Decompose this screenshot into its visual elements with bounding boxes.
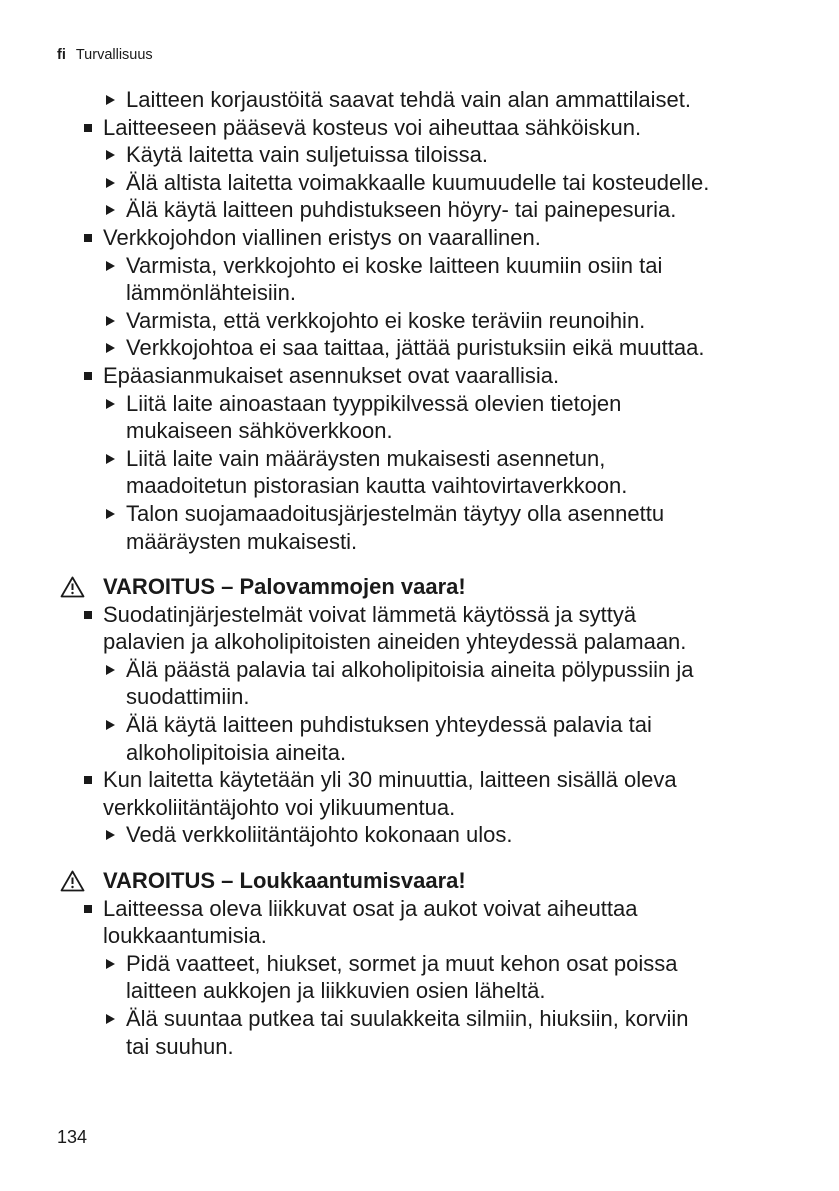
line-text: Verkkojohdon viallinen eristys on vaarallinen. — [103, 224, 541, 250]
instruction-line — [60, 500, 830, 528]
hazard-line — [60, 114, 830, 142]
instruction-line — [60, 950, 830, 978]
line-text: Talon suojamaadoitusjärjestelmän täytyy olla asennettu — [126, 500, 665, 526]
arrow-bullet-icon — [106, 399, 115, 409]
instruction-line — [60, 86, 830, 114]
instruction-line — [60, 683, 830, 711]
page-body — [60, 86, 830, 1060]
line-text: Laitteeseen pääsevä kosteus voi aiheuttaa sähköiskun. — [103, 114, 642, 140]
hazard-line — [60, 628, 830, 656]
arrow-bullet-icon — [106, 316, 115, 326]
warning-title — [60, 573, 830, 601]
section-spacer — [60, 555, 830, 573]
line-text: Älä käytä laitteen puhdistuksen yhteydessä palavia tai — [126, 712, 652, 738]
line-text: VAROITUS – Palovammojen vaara! — [103, 574, 466, 600]
warning-triangle-icon — [60, 576, 85, 598]
line-text: Varmista, verkkojohto ei koske laitteen kuumiin osiin tai — [126, 252, 663, 278]
warning-heading — [60, 867, 830, 895]
instruction-item — [60, 500, 830, 555]
instruction-item — [60, 307, 830, 335]
instruction-item — [60, 821, 830, 849]
square-bullet-icon — [84, 124, 92, 132]
arrow-bullet-icon — [106, 454, 115, 464]
line-text: Liitä laite vain määräysten mukaisesti asennetun, — [126, 445, 606, 471]
arrow-bullet-icon — [106, 509, 115, 519]
instruction-item — [60, 86, 830, 114]
instruction-line — [60, 141, 830, 169]
hazard-item — [60, 114, 830, 142]
hazard-item — [60, 766, 830, 821]
instruction-line — [60, 417, 830, 445]
line-text: Laitteessa oleva liikkuvat osat ja aukot voivat aiheuttaa — [103, 895, 638, 921]
instruction-line — [60, 739, 830, 767]
instruction-line — [60, 390, 830, 418]
square-bullet-icon — [84, 372, 92, 380]
instruction-item — [60, 656, 830, 711]
instruction-item — [60, 390, 830, 445]
instruction-line — [60, 656, 830, 684]
instruction-line — [60, 977, 830, 1005]
line-text: suodattimiin. — [126, 684, 250, 710]
arrow-bullet-icon — [106, 830, 115, 840]
hazard-line — [60, 362, 830, 390]
square-bullet-icon — [84, 776, 92, 784]
instruction-line — [60, 279, 830, 307]
line-text: Laitteen korjaustöitä saavat tehdä vain alan ammattilaiset. — [126, 87, 691, 112]
instruction-item — [60, 711, 830, 766]
line-text: Verkkojohtoa ei saa taittaa, jättää puristuksiin eikä muuttaa. — [126, 335, 705, 361]
instruction-item — [60, 169, 830, 197]
instruction-line — [60, 1033, 830, 1061]
line-text: Suodatinjärjestelmät voivat lämmetä käytössä ja syttyä — [103, 601, 637, 627]
square-bullet-icon — [84, 905, 92, 913]
arrow-bullet-icon — [106, 1014, 115, 1024]
line-text: laitteen aukkojen ja liikkuvien osien läheltä. — [126, 978, 546, 1004]
line-text: verkkoliitäntäjohto voi ylikuumentua. — [103, 794, 456, 820]
instruction-item — [60, 196, 830, 224]
arrow-bullet-icon — [106, 665, 115, 675]
arrow-bullet-icon — [106, 720, 115, 730]
line-text: maadoitetun pistorasian kautta vaihtovirtaverkkoon. — [126, 473, 628, 499]
line-text: loukkaantumisia. — [103, 923, 267, 949]
hazard-item — [60, 224, 830, 252]
line-text: Pidä vaatteet, hiukset, sormet ja muut kehon osat poissa — [126, 950, 678, 976]
line-text: Kun laitetta käytetään yli 30 minuuttia, laitteen sisällä oleva — [103, 767, 677, 793]
line-text: Älä suuntaa putkea tai suulakkeita silmiin, hiuksiin, korviin — [126, 1006, 689, 1031]
language-code: fi — [57, 47, 66, 63]
hazard-item — [60, 362, 830, 390]
hazard-line — [60, 601, 830, 629]
hazard-item — [60, 601, 830, 656]
line-text: palavien ja alkoholipitoisten aineiden yhteydessä palamaan. — [103, 629, 687, 655]
hazard-line — [60, 895, 830, 923]
line-text: Varmista, että verkkojohto ei koske teräviin reunoihin. — [126, 307, 646, 333]
warning-title — [60, 867, 830, 895]
section-spacer — [60, 849, 830, 867]
instruction-line — [60, 196, 830, 224]
instruction-item — [60, 334, 830, 362]
arrow-bullet-icon — [106, 150, 115, 160]
line-text: määräysten mukaisesti. — [126, 528, 358, 554]
instruction-line — [60, 1005, 830, 1033]
hazard-line — [60, 224, 830, 252]
instruction-line — [60, 528, 830, 556]
instruction-line — [60, 307, 830, 335]
instruction-line — [60, 169, 830, 197]
page-header — [57, 46, 153, 64]
instruction-line — [60, 711, 830, 739]
arrow-bullet-icon — [106, 959, 115, 969]
arrow-bullet-icon — [106, 205, 115, 215]
line-text: Älä käytä laitteen puhdistukseen höyry- tai painepesuria. — [126, 197, 677, 223]
instruction-line — [60, 334, 830, 362]
hazard-line — [60, 766, 830, 794]
hazard-item — [60, 895, 830, 950]
arrow-bullet-icon — [106, 95, 115, 105]
instruction-line — [60, 252, 830, 280]
instruction-line — [60, 445, 830, 473]
line-text: VAROITUS – Loukkaantumisvaara! — [103, 868, 466, 894]
section-title: Turvallisuus — [75, 47, 153, 63]
instruction-line — [60, 472, 830, 500]
line-text: Epäasianmukaiset asennukset ovat vaarallisia. — [103, 362, 560, 388]
instruction-line — [60, 821, 830, 849]
instruction-item — [60, 252, 830, 307]
line-text: alkoholipitoisia aineita. — [126, 739, 347, 765]
square-bullet-icon — [84, 611, 92, 619]
instruction-item — [60, 1005, 830, 1060]
line-text: Liitä laite ainoastaan tyyppikilvessä olevien tietojen — [126, 390, 622, 416]
line-text: Vedä verkkoliitäntäjohto kokonaan ulos. — [126, 822, 513, 848]
warning-triangle-icon — [60, 870, 85, 892]
line-text: tai suuhun. — [126, 1033, 234, 1059]
warning-heading — [60, 573, 830, 601]
arrow-bullet-icon — [106, 261, 115, 271]
hazard-line — [60, 922, 830, 950]
arrow-bullet-icon — [106, 343, 115, 353]
arrow-bullet-icon — [106, 178, 115, 188]
line-text: Älä altista laitetta voimakkaalle kuumuudelle tai kosteudelle. — [126, 169, 710, 195]
square-bullet-icon — [84, 234, 92, 242]
line-text: mukaiseen sähköverkkoon. — [126, 418, 393, 444]
instruction-item — [60, 445, 830, 500]
line-text: Käytä laitetta vain suljetuissa tiloissa. — [126, 142, 488, 168]
line-text: Älä päästä palavia tai alkoholipitoisia aineita pölypussiin ja — [126, 656, 694, 682]
instruction-item — [60, 950, 830, 1005]
instruction-item — [60, 141, 830, 169]
line-text: lämmönlähteisiin. — [126, 280, 296, 306]
page-number: 134 — [57, 1127, 88, 1147]
hazard-line — [60, 794, 830, 822]
